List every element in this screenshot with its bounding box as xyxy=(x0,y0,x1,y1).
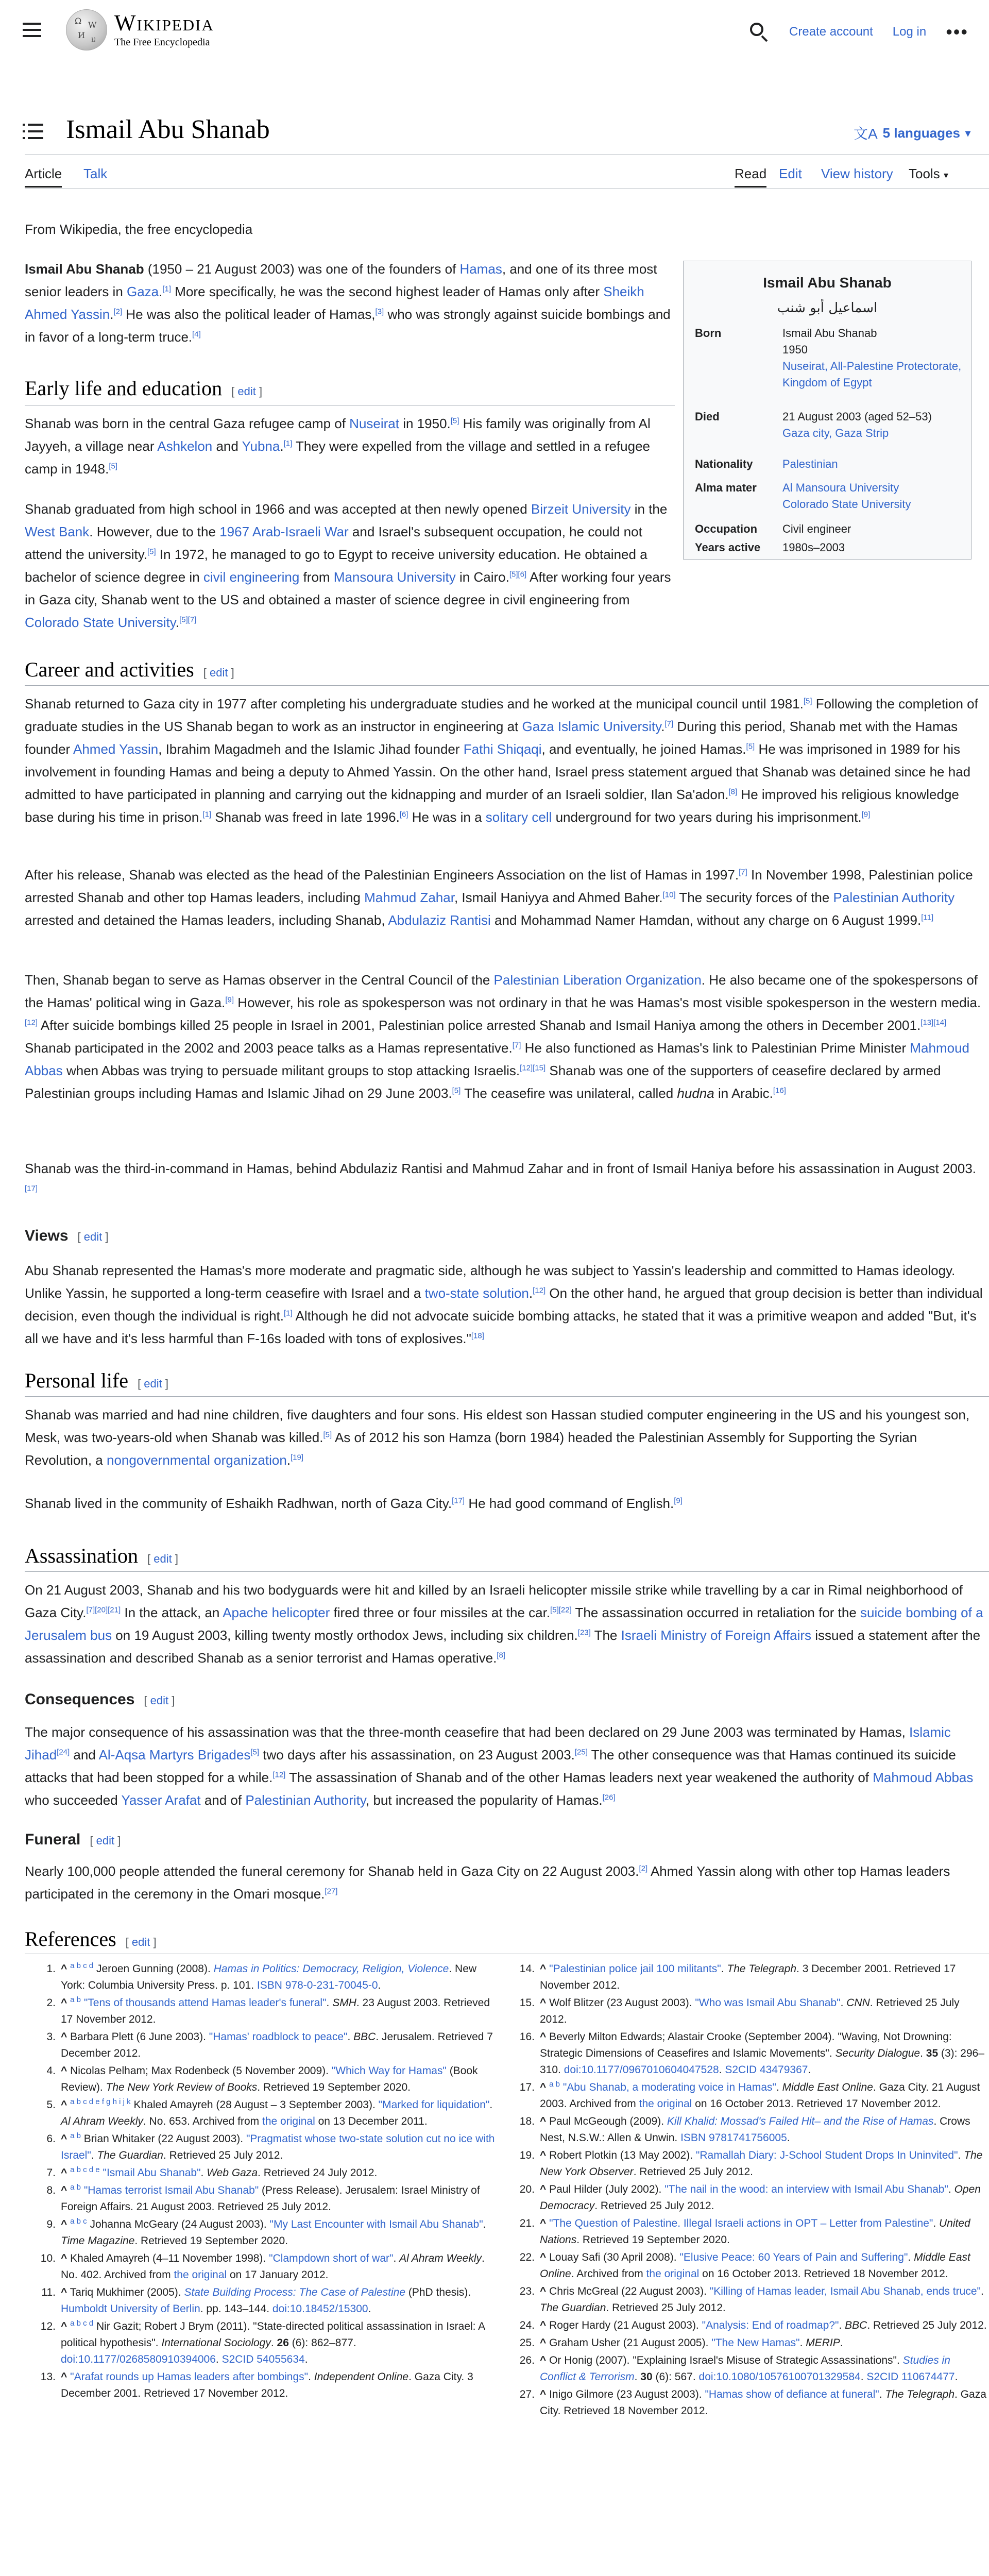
reference-item: 10. ^ Khaled Amayreh (4–11 November 1998). "Clampdown short of war". Al Ahram Weekly. No. 402. Archived from the original on 17 January 2012. xyxy=(40,2252,485,2281)
reference-item: 27. ^ Inigo Gilmore (23 August 2003). "Hamas show of defiance at funeral". The Telegraph. Gaza City. Retrieved 18 November 2012. xyxy=(519,2388,986,2417)
language-count: 5 languages xyxy=(882,125,960,141)
reference-item: 8. ^ $^{a b}$ "Hamas terrorist Ismail Abu Shanab" (Press Release). Jerusalem: Israel Ministry of Foreign Affairs. 21 August 2003. Retrieved 25 July 2012. xyxy=(46,2183,480,2213)
edit-section-link[interactable]: edit xyxy=(150,1694,169,1707)
reference-item: 5. ^ $^{a b c d e f g h i j k}$ Khaled Amayreh (28 August – 3 September 2003). "Marked for liquidation". Al Ahram Weekly. No. 653. Archived from the original on 13 December 2011. xyxy=(46,2097,493,2127)
infobox-title: Ismail Abu Shanab xyxy=(763,275,892,291)
edit-section-link[interactable]: edit xyxy=(209,666,228,679)
reference-item: 18. ^ Paul McGeough (2009). Kill Khalid: Mossad's Failed Hit– and the Rise of Hamas. Crows Nest, N.S.W.: Allen & Unwin. ISBN 9781741756005. xyxy=(519,2115,970,2144)
reference-item: 26. ^ Or Honig (2007). "Explaining Israel's Misuse of Strategic Assassinations". Studies in Conflict & Terrorism. 30 (6): 567. doi:10.1080/10576100701329584. S2CID 110674477. xyxy=(519,2354,958,2383)
page-tabs xyxy=(25,166,989,189)
reference-item: 12. ^ $^{a b c d}$ Nir Gazit; Robert J Brym (2011). "State-directed political assassination in Israel: A political hypothesis". International Sociology. 26 (6): 862–877. doi:10.1177/0268580910394006. S2CID 54055634. xyxy=(40,2319,485,2365)
infobox xyxy=(683,261,971,560)
paragraph: The major consequence of his assassination was that the three-month ceasefire that had been declared on 29 June 2003 was terminated by Hamas, Islamic Jihad[24] and Al-Aqsa Martyrs Brigades[5] two days after his assassination, on 23 August 2003.[25] The other consequence was that Hamas continued its suicide attacks that had been stopped for a while.[12] The assassination of Shanab and of the other Hamas leaders next year weakened the authority of Mahmoud Abbas who succeeded Yasser Arafat and of Palestinian Authority, but increased the popularity of Hamas.[26] xyxy=(25,1724,974,1808)
reference-item: 24. ^ Roger Hardy (21 August 2003). "Analysis: End of roadmap?". BBC. Retrieved 25 July 2012. xyxy=(519,2319,987,2331)
edit-section-link[interactable]: edit xyxy=(96,1834,115,1847)
paragraph: Shanab was married and had nine children, five daughters and four sons. His eldest son Hassan studied computer engineering in the US and his youngest son, Mesk, was two-years-old when Shanab was killed.[5] As of 2012 his son Hamza (born 1984) headed the Palestinian Assembly for Supporting the Syrian Revolution, a nongovernmental organization.[19] xyxy=(25,1407,970,1468)
infobox-years-active: Years active 1980s–2003 xyxy=(695,541,845,554)
translate-icon: 文A xyxy=(853,126,878,142)
section-heading-references: References [ edit ] xyxy=(25,1927,157,1951)
paragraph: Abu Shanab represented the Hamas's more moderate and pragmatic side, although he was subject to Yassin's leadership and committed to Hamas ideology. Unlike Yassin, he supported a long-term ceasefire with Israel and a two-state solution.[12] On the other hand, he argued that group decision is better than individual decision, even though the individual is right.[1] Although he did not advocate suicide bombing attacks, he stated that it was a primitive weapon and added "But, it's all we have and it's less harmful than F-16s loaded with tons of explosives."[18] xyxy=(25,1263,983,1346)
reference-item: 23. ^ Chris McGreal (22 August 2003). "Killing of Hamas leader, Ismail Abu Shanab, ends truce". The Guardian. Retrieved 25 July 2012. xyxy=(519,2285,984,2314)
reference-item: 4. ^ Nicolas Pelham; Max Rodenbeck (5 November 2009). "Which Way for Hamas" (Book Review). The New York Review of Books. Retrieved 19 September 2020. xyxy=(46,2065,478,2093)
paragraph: Shanab returned to Gaza city in 1977 after completing his undergraduate studies and he worked at the municipal council until 1981.[5] Following the completion of graduate studies in the US Shanab began to work as an instructor in engineering at Gaza Islamic University.[7] During this period, Shanab met with the Hamas founder Ahmed Yassin, Ibrahim Magadmeh and the Islamic Jihad founder Fathi Shiqaqi, and eventually, he joined Hamas.[5] He was imprisoned in 1989 for his involvement in founding Hamas and being a deputy to Ahmed Yassin. On the other hand, Israel press statement argued that Shanab was detained since he had admitted to have participated in planning and carrying out the kidnapping and murder of an Israeli soldier, Ilan Sa'adon.[8] He improved his religious knowledge base during his time in prison.[1] Shanab was freed in late 1996.[6] He was in a solitary cell underground for two years during his imprisonment.[9] xyxy=(25,696,978,825)
born-place-link[interactable]: Nuseirat, All-Palestine Protectorate, Kingdom of Egypt xyxy=(782,360,962,389)
site-header xyxy=(0,0,989,60)
paragraph: Then, Shanab began to serve as Hamas observer in the Central Council of the Palestinian Liberation Organization. He also became one of the spokespersons of the Hamas' political wing in Gaza.[9] However, his role as spokesperson was not ordinary in that he was Hamas's most visible spokesperson in the western media.[12] After suicide bombings killed 25 people in Israel in 2001, Palestinian police arrested Shanab and Ismail Haniya among the others in December 2001.[13][14] Shanab participated in the 2002 and 2003 peace talks as a Hamas representative.[7] He also functioned as Hamas's link to Palestinian Prime Minister Mahmoud Abbas when Abbas was trying to persuade militant groups to stop attacking Israelis.[12][15] Shanab was one of the supporters of ceasefire declared by armed Palestinian groups including Hamas and Islamic Jihad on 29 June 2003.[5] The ceasefire was unilateral, called hudna in Arabic.[16] xyxy=(25,972,981,1101)
section-heading-funeral: Funeral [ edit ] xyxy=(25,1831,121,1848)
tab-article[interactable]: Article xyxy=(25,166,62,188)
tab-view-history[interactable]: View history xyxy=(821,166,893,181)
paragraph: Nearly 100,000 people attended the funeral ceremony for Shanab held in Gaza City on 22 August 2003.[2] Ahmed Yassin along with other top Hamas leaders participated in the ceremony in the Omari mosque.[27] xyxy=(25,1863,950,1902)
paragraph: Shanab graduated from high school in 1966 and was accepted at then newly opened Birzeit University in the West Bank. However, due to the 1967 Arab-Israeli War and Israel's subsequent occupation, he could not attend the university.[5] In 1972, he managed to go to Egypt to receive university education. He obtained a bachelor of science degree in civil engineering from Mansoura University in Cairo.[5][6] After working four years in Gaza city, Shanab went to the US and obtained a master of science degree in civil engineering from Colorado State University.[5][7] xyxy=(25,501,671,630)
infobox-nationality: Nationality Palestinian xyxy=(695,457,838,470)
wikipedia-logo[interactable] xyxy=(66,9,214,50)
infobox-native-name: اسماعيل أبو شنب xyxy=(777,300,878,316)
section-heading-consequences: Consequences [ edit ] xyxy=(25,1691,175,1708)
reference-item: 21. ^ "The Question of Palestine. Illegal Israeli actions in OPT – Letter from Palestine". United Nations. Retrieved 19 September 2020. xyxy=(519,2217,970,2246)
section-heading-career: Career and activities [ edit ] xyxy=(25,658,234,681)
page-title: Ismail Abu Shanab xyxy=(66,115,270,144)
infobox-alma-mater: Alma mater Al Mansoura University Colorado State University xyxy=(695,481,911,511)
edit-section-link[interactable]: edit xyxy=(131,1936,150,1948)
language-button[interactable] xyxy=(854,123,970,143)
reference-item: 25. ^ Graham Usher (21 August 2005). "The New Hamas". MERIP. xyxy=(519,2337,843,2349)
main-menu-icon[interactable] xyxy=(23,23,41,38)
infobox-died: Died 21 August 2003 (aged 52–53) Gaza city, Gaza Strip xyxy=(695,409,963,445)
log-in-link[interactable]: Log in xyxy=(892,25,927,39)
lead-paragraph: Ismail Abu Shanab (1950 – 21 August 2003) was one of the founders of Hamas, and one of its three most senior leaders in Gaza.[1] More specifically, he was the second highest leader of Hamas only after Sheikh Ahmed Yassin.[2] He was also the political leader of Hamas,[3] who was strongly against suicide bombings and in favor of a long-term truce.[4] xyxy=(25,261,671,345)
tools-label: Tools xyxy=(909,166,940,181)
chevron-down-icon: ▾ xyxy=(943,170,948,180)
tools-menu[interactable] xyxy=(909,166,948,186)
reference-item: 2. ^ $^{a b}$ "Tens of thousands attend Hamas leader's funeral". SMH. 23 August 2003. Retrieved 17 November 2012. xyxy=(46,1995,490,2025)
edit-section-link[interactable]: edit xyxy=(237,385,256,398)
reference-item: 13. ^ "Arafat rounds up Hamas leaders after bombings". Independent Online. Gaza City. 3 December 2001. Retrieved 17 November 2012. xyxy=(40,2371,473,2399)
section-heading-assassination: Assassination [ edit ] xyxy=(25,1544,178,1567)
reference-item: 3. ^ Barbara Plett (6 June 2003). "Hamas' roadblock to peace". BBC. Jerusalem. Retrieved 7 December 2012. xyxy=(46,2031,493,2059)
tab-read[interactable]: Read xyxy=(735,166,766,188)
section-heading-views: Views [ edit ] xyxy=(25,1227,109,1244)
reference-item: 17. ^ $^{a b}$ "Abu Shanab, a moderating voice in Hamas". Middle East Online. Gaza City. 21 August 2003. Archived from the original on 16 October 2013. Retrieved 17 November 2012. xyxy=(519,2080,980,2110)
paragraph: On 21 August 2003, Shanab and his two bodyguards were hit and killed by an Israeli helicopter missile strike while travelling by a car in Rimal neighborhood of Gaza City.[7][20][21] In the attack, an Apache helicopter fired three or four missiles at the car.[5][22] The assassination occurred in retaliation for the suicide bombing of a Jerusalem bus on 19 August 2003, killing twenty mostly orthodox Jews, including six children.[23] The Israeli Ministry of Foreign Affairs issued a statement after the assassination and described Shanab as a senior terrorist and Hamas operative.[8] xyxy=(25,1582,983,1666)
paragraph: Shanab was born in the central Gaza refugee camp of Nuseirat in 1950.[5] His family was originally from Al Jayyeh, a village near Ashkelon and Yubna.[1] They were expelled from the village and settled in a refugee camp in 1948.[5] xyxy=(25,416,651,477)
more-options-icon[interactable]: ••• xyxy=(946,21,968,42)
section-heading-early-life: Early life and education [ edit ] xyxy=(25,377,263,400)
reference-item: 20. ^ Paul Hilder (July 2002). "The nail in the wood: an interview with Ismail Abu Shanab". Open Democracy. Retrieved 25 July 2012. xyxy=(519,2183,981,2212)
reference-item: 1. ^ $^{a b c d}$ Jeroen Gunning (2008). Hamas in Politics: Democracy, Religion, Violence. New York: Columbia University Press. p. 101. ISBN 978-0-231-70045-0. xyxy=(46,1961,477,1991)
wikipedia-globe-icon: Ω W И ע xyxy=(66,9,107,50)
section-heading-personal-life: Personal life [ edit ] xyxy=(25,1369,169,1392)
died-place-link[interactable]: Gaza city, Gaza Strip xyxy=(782,427,889,439)
edit-section-link[interactable]: edit xyxy=(83,1230,103,1243)
tab-talk[interactable]: Talk xyxy=(83,166,108,181)
table-of-contents-icon[interactable] xyxy=(23,124,43,139)
reference-item: 7. ^ $^{a b c d e}$ "Ismail Abu Shanab". Web Gaza. Retrieved 24 July 2012. xyxy=(46,2165,378,2179)
edit-section-link[interactable]: edit xyxy=(144,1377,162,1390)
reference-item: 22. ^ Louay Safi (30 April 2008). "Elusive Peace: 60 Years of Pain and Suffering". Middle East Online. Archived from the original on 16 October 2013. Retrieved 18 November 2012. xyxy=(519,2251,970,2280)
reference-item: 9. ^ $^{a b c}$ Johanna McGeary (24 August 2003). "My Last Encounter with Ismail Abu Shanab". Time Magazine. Retrieved 19 September 2020. xyxy=(46,2217,486,2247)
paragraph: Shanab lived in the community of Eshaikh Radhwan, north of Gaza City.[17] He had good command of English.[9] xyxy=(25,1496,683,1511)
infobox-occupation: Occupation Civil engineer xyxy=(695,522,851,535)
reference-item: 15. ^ Wolf Blitzer (23 August 2003). "Who was Ismail Abu Shanab". CNN. Retrieved 25 July 2012. xyxy=(519,1997,960,2025)
tab-edit[interactable]: Edit xyxy=(779,166,802,181)
reference-item: 19. ^ Robert Plotkin (13 May 2002). "Ramallah Diary: J-School Student Drops In Uninvited". The New York Observer. Retrieved 25 July 2012. xyxy=(519,2149,983,2178)
reference-item: 6. ^ $^{a b}$ Brian Whitaker (22 August 2003). "Pragmatist whose two-state solution cut no ice with Israel". The Guardian. Retrieved 25 July 2012. xyxy=(46,2131,495,2161)
create-account-link[interactable]: Create account xyxy=(789,25,873,39)
paragraph: After his release, Shanab was elected as the head of the Palestinian Engineers Association on the list of Hamas in 1997.[7] In November 1998, Palestinian police arrested Shanab and other top Hamas leaders, including Mahmud Zahar, Ismail Haniyya and Ahmed Baher.[10] The security forces of the Palestinian Authority arrested and detained the Hamas leaders, including Shanab, Abdulaziz Rantisi and Mohammad Namer Hamdan, without any charge on 6 August 1999.[11] xyxy=(25,867,973,928)
tagline: From Wikipedia, the free encyclopedia xyxy=(25,222,253,237)
paragraph: Shanab was the third-in-command in Hamas, behind Abdulaziz Rantisi and Mahmud Zahar and in front of Ismail Haniya before his assassination in August 2003.[17] xyxy=(25,1161,977,1193)
logo-tagline: The Free Encyclopedia xyxy=(114,36,210,48)
chevron-down-icon: ▾ xyxy=(965,127,970,139)
reference-item: 11. ^ Tariq Mukhimer (2005). State Building Process: The Case of Palestine (PhD thesis). Humboldt University of Berlin. pp. 143–144. doi:10.18452/15300. xyxy=(41,2286,471,2315)
edit-section-link[interactable]: edit xyxy=(154,1552,172,1565)
reference-item: 14. ^ "Palestinian police jail 100 militants". The Telegraph. 3 December 2001. Retrieved 17 November 2012. xyxy=(519,1963,956,1991)
reference-item: 16. ^ Beverly Milton Edwards; Alastair Crooke (September 2004). "Waving, Not Drowning: Strategic Dimensions of Ceasefires and Islamic Movements". Security Dialogue. 35 (3): 296–310. doi:10.1177/0967010604047528. S2CID 43479367. xyxy=(519,2031,985,2076)
logo-wordmark: Wikipedia xyxy=(114,10,214,36)
search-icon[interactable] xyxy=(749,22,770,42)
infobox-born: Born Ismail Abu Shanab 1950 Nuseirat, All-Palestine Protectorate, Kingdom of Egypt xyxy=(695,325,963,392)
